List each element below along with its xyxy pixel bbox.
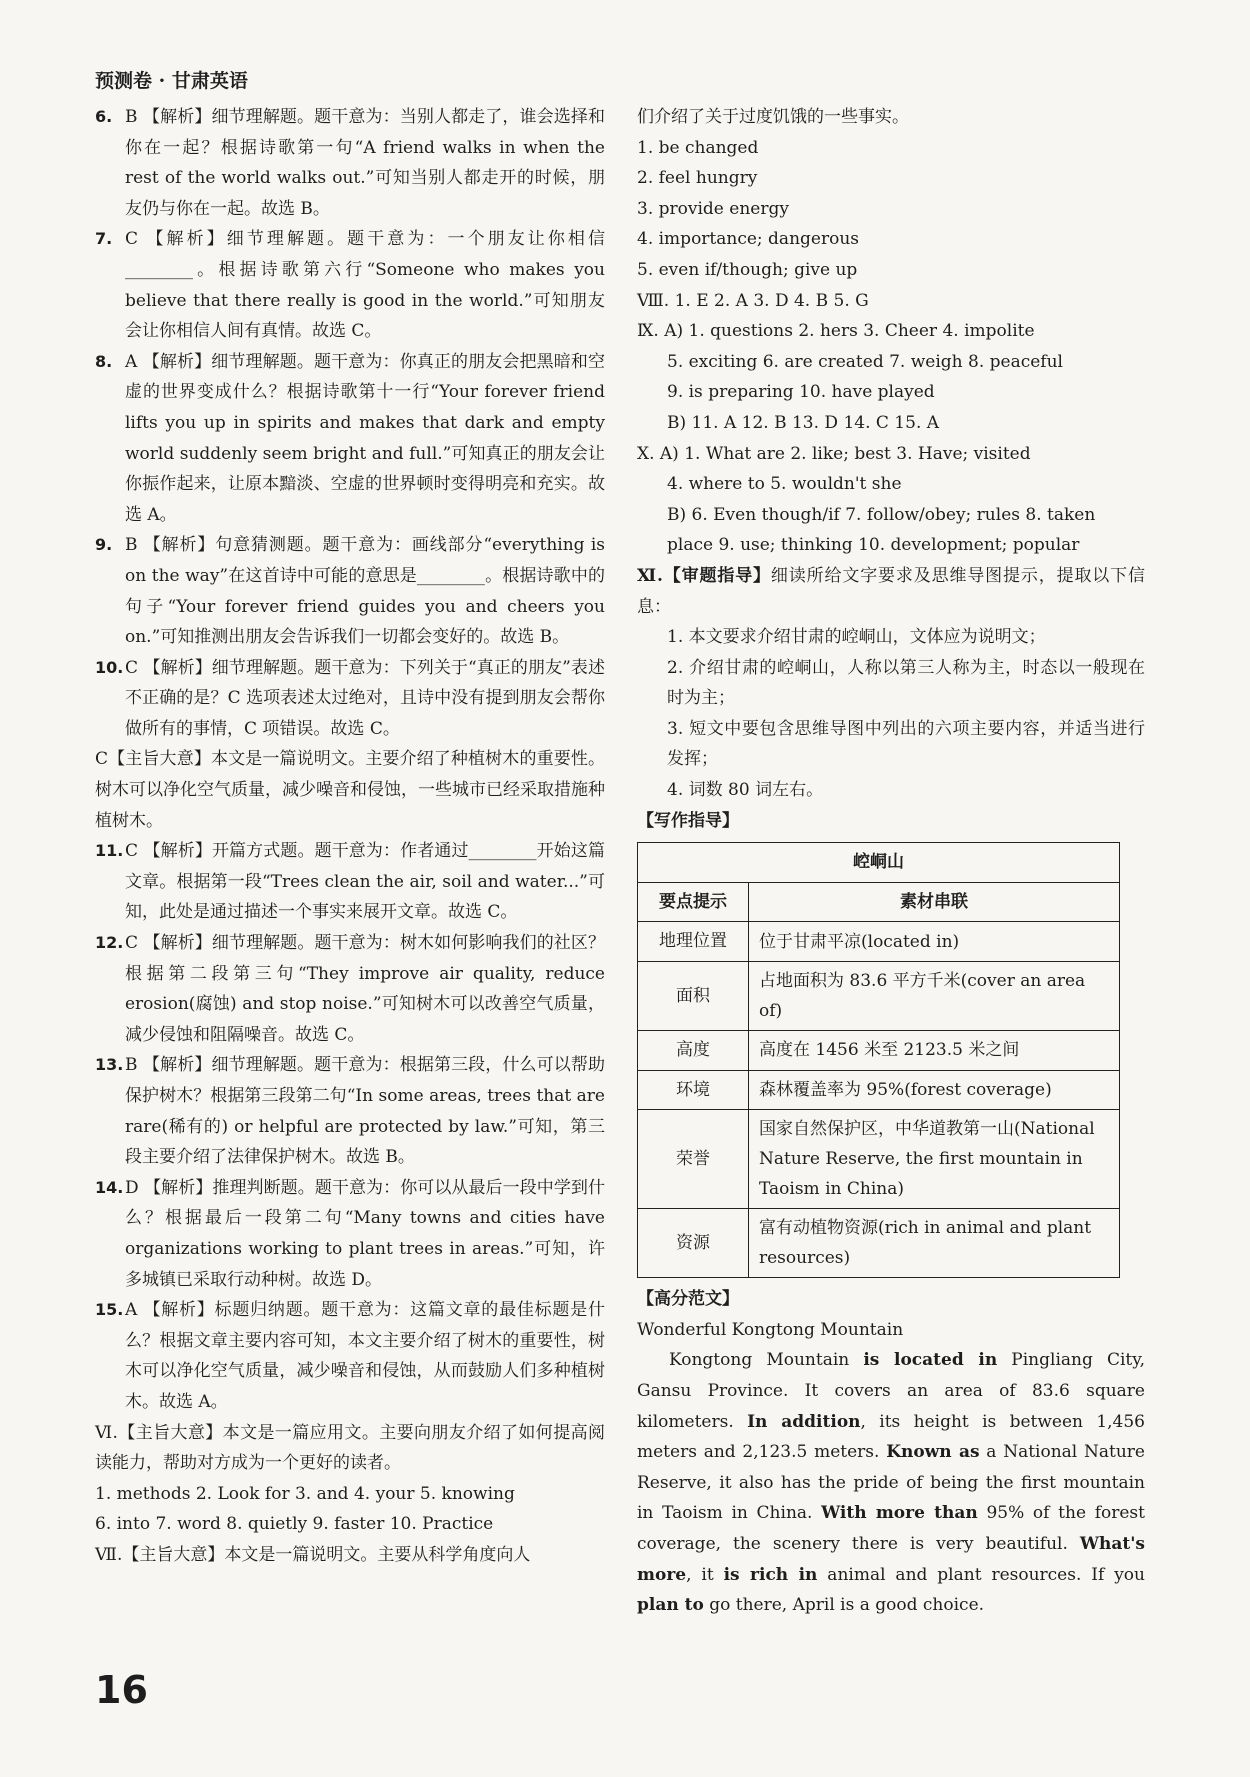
answer-item: 6. B 【解析】细节理解题。题干意为：当别人都走了，谁会选择和你在一起？根据诗歌第一句“A friend walks in when the rest of the world walks out.”可知当别人都走开的时候，朋友仍与你在一起。故选 B。 — [95, 107, 605, 219]
vii-answer: 3. provide energy — [637, 198, 789, 219]
section-ix-a1: Ⅸ. A) 1. questions 2. hers 3. Cheer 4. impolite — [637, 321, 1035, 342]
right-column — [637, 102, 1145, 1621]
section-vi-answers-1: 1. methods 2. Look for 3. and 4. your 5. knowing — [95, 1483, 515, 1504]
vii-answer: 2. feel hungry — [637, 168, 758, 189]
table-row: 环境 森林覆盖率为 95%(forest coverage) — [638, 1070, 1120, 1110]
essay-paragraph: Kongtong Mountain is located in Pingliang City, Gansu Province. It covers an area of 83.6 square kilometers. In addition, its height is between 1,456 meters and 2,123.5 meters. Known as a National Nature Reserve, it also has the pride of being the first mountain in Taoism in China. With more than 95% of the forest coverage, the scenery there is very beautiful. What's more, it is rich in animal and plant resources. If you plan to go there, April is a good choice. — [637, 1350, 1146, 1616]
vii-answer: 4. importance; dangerous — [637, 229, 859, 250]
section-x-a2: 4. where to 5. wouldn't she — [667, 474, 902, 495]
section-vii-summary-cont: 们介绍了关于过度饥饿的一些事实。 — [637, 107, 909, 127]
table-row: 高度 高度在 1456 米至 2123.5 米之间 — [638, 1031, 1120, 1071]
table-header-points: 要点提示 — [638, 882, 749, 922]
table-row: 面积 占地面积为 83.6 平方千米(cover an area of) — [638, 962, 1120, 1031]
vii-answer: 5. even if/though; give up — [637, 259, 858, 280]
xi-point: 3. 短文中要包含思维导图中列出的六项主要内容，并适当进行发挥； — [667, 718, 1145, 770]
section-x-b2: place 9. use; thinking 10. development; popular — [667, 535, 1080, 556]
answer-item: 15. A 【解析】标题归纳题。题干意为：这篇文章的最佳标题是什么？根据文章主要内容可知，本文主要介绍了树木的重要性，树木可以净化空气质量，减少噪音和侵蚀，从而鼓励人们多种植树木。故选 A。 — [95, 1300, 605, 1412]
model-essay-label: 【高分范文】 — [637, 1289, 739, 1310]
left-column — [95, 102, 605, 1571]
essay-title: Wonderful Kongtong Mountain — [637, 1319, 904, 1340]
answer-item: 14. D 【解析】推理判断题。题干意为：你可以从最后一段中学到什么？根据最后一段第二句“Many towns and cities have organizations working to plant trees in areas.”可知，许多城镇已采取行动种树。故选 D。 — [95, 1177, 605, 1290]
xi-point: 1. 本文要求介绍甘肃的崆峒山，文体应为说明文； — [667, 627, 1046, 648]
answer-item: 7. C 【解析】细节理解题。题干意为：一个朋友让你相信________。根据诗歌第六行“Someone who makes you believe that there really is good in the world.”可知朋友会让你相信人间有真情。故选 C。 — [95, 229, 605, 342]
table-header-materials: 素材串联 — [749, 882, 1120, 922]
writing-guide-label: 【写作指导】 — [637, 810, 739, 831]
section-ix-a3: 9. is preparing 10. have played — [667, 382, 935, 403]
vii-answer: 1. be changed — [637, 137, 759, 158]
model-essay — [637, 1345, 1145, 1620]
answer-item: 10. C 【解析】细节理解题。题干意为：下列关于“真正的朋友”表述不正确的是？C 选项表述太过绝对，且诗中没有提到朋友会帮你做所有的事情，C 项错误。故选 C。 — [95, 657, 605, 739]
answer-item: 9. B 【解析】句意猜测题。题干意为：画线部分“everything is on the way”在这首诗中可能的意思是________。根据诗歌中的句子“Your forever friend guides you and cheers you on.”可知推测出朋友会告诉我们一切都会变好的。故选 B。 — [95, 535, 605, 648]
answer-item: 8. A 【解析】细节理解题。题干意为：你真正的朋友会把黑暗和空虚的世界变成什么？根据诗歌第十一行“Your forever friend lifts you up in spirits and makes that dark and empty world suddenly seem bright and full.”可知真正的朋友会让你振作起来，让原本黯淡、空虚的世界顿时变得明亮和充实。故选 A。 — [95, 351, 605, 525]
section-viii-answers: Ⅷ. 1. E 2. A 3. D 4. B 5. G — [637, 290, 869, 311]
answer-item: 13. B 【解析】细节理解题。题干意为：根据第三段，什么可以帮助保护树木？根据第三段第二句“In some areas, trees that are rare(稀有的) or helpful are protected by law.”可知，第三段主要介绍了法律保护树木。故选 B。 — [95, 1055, 605, 1168]
page-header: 预测卷 · 甘肃英语 — [95, 70, 248, 92]
answer-item: 11. C 【解析】开篇方式题。题干意为：作者通过________开始这篇文章。根据第一段“Trees clean the air, soil and water...”可知，此处是通过描述一个事实来展开文章。故选 C。 — [95, 841, 605, 923]
section-x-a1: Ⅹ. A) 1. What are 2. like; best 3. Have; visited — [637, 443, 1031, 464]
page-number: 16 — [95, 1668, 148, 1712]
table-title: 崆峒山 — [638, 843, 1120, 883]
section-xi-guide: Ⅺ.【审题指导】细读所给文字要求及思维导图提示，提取以下信息： — [637, 565, 1146, 617]
section-vi-summary: Ⅵ.【主旨大意】本文是一篇应用文。主要向朋友介绍了如何提高阅读能力，帮助对方成为一个更好的读者。 — [95, 1422, 605, 1474]
xi-point: 2. 介绍甘肃的崆峒山，人称以第三人称为主，时态以一般现在时为主； — [667, 657, 1145, 709]
writing-guide-table — [637, 842, 1120, 1278]
answer-item: 12. C 【解析】细节理解题。题干意为：树木如何影响我们的社区？根据第二段第三句“They improve air quality, reduce erosion(腐蚀) and stop noise.”可知树木可以改善空气质量，减少侵蚀和阻隔噪音。故选 C。 — [95, 933, 605, 1045]
table-row: 资源 富有动植物资源(rich in animal and plant resources) — [638, 1209, 1120, 1278]
xi-point: 4. 词数 80 词左右。 — [667, 780, 824, 801]
table-row: 地理位置 位于甘肃平凉(located in) — [638, 922, 1120, 962]
section-ix-a2: 5. exciting 6. are created 7. weigh 8. peaceful — [667, 351, 1063, 372]
table-row: 荣誉 国家自然保护区，中华道教第一山(National Nature Reserve, the first mountain in Taoism in China) — [638, 1110, 1120, 1209]
section-x-b1: B) 6. Even though/if 7. follow/obey; rules 8. taken — [667, 504, 1096, 525]
section-ix-b: B) 11. A 12. B 13. D 14. C 15. A — [667, 412, 940, 433]
section-vii-summary: Ⅶ.【主旨大意】本文是一篇说明文。主要从科学角度向人 — [95, 1544, 531, 1565]
section-vi-answers-2: 6. into 7. word 8. quietly 9. faster 10. Practice — [95, 1514, 494, 1535]
section-c-summary: C【主旨大意】本文是一篇说明文。主要介绍了种植树木的重要性。树木可以净化空气质量，减少噪音和侵蚀，一些城市已经采取措施种植树木。 — [95, 749, 605, 831]
